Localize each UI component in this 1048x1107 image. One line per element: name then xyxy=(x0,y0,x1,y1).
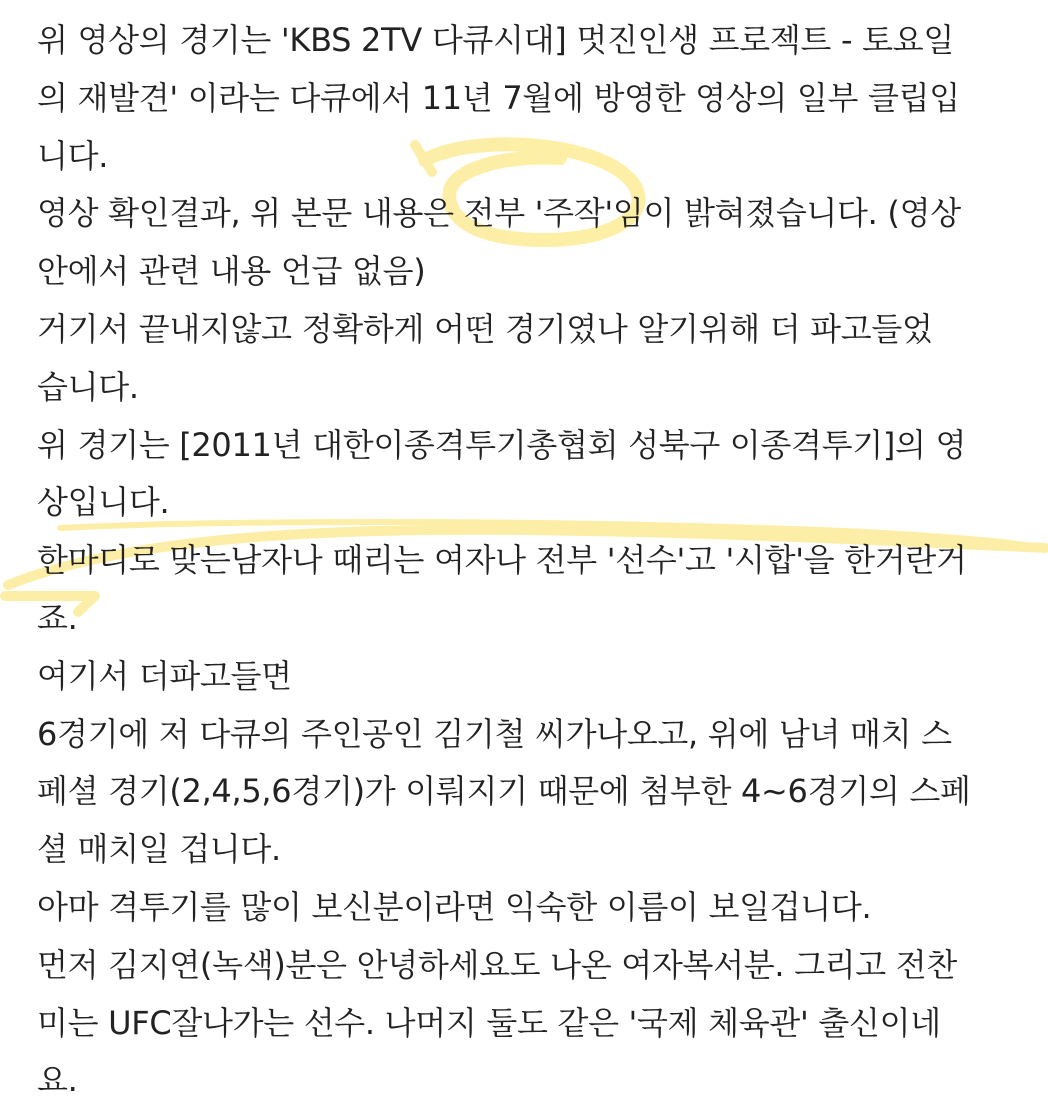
body-line: 의 재발견' 이라는 다큐에서 11년 7월에 방영한 영상의 일부 클립입 xyxy=(37,78,960,117)
body-line: 먼저 김지연(녹색)분은 안녕하세요도 나온 여자복서분. 그리고 전찬 xyxy=(37,945,957,984)
body-line: 위 영상의 경기는 'KBS 2TV 다큐시대] 멋진인생 프로젝트 - 토요일 xyxy=(37,21,954,59)
body-line: 안에서 관련 내용 언급 없음) xyxy=(37,252,426,291)
body-line: 죠. xyxy=(37,598,78,637)
body-line: 영상 확인결과, 위 본문 내용은 전부 '주작'임이 밝혀졌습니다. (영상 xyxy=(37,194,961,233)
body-line: 페셜 경기(2,4,5,6경기)가 이뤄지기 때문에 첨부한 4~6경기의 스페 xyxy=(37,772,971,811)
body-line: 미는 UFC잘나가는 선수. 나머지 둘도 같은 '국제 체육관' 출신이네 xyxy=(37,1003,941,1042)
body-line: 위 경기는 [2011년 대한이종격투기총협회 성북구 이종격투기]의 영 xyxy=(37,425,967,464)
body-line: 여기서 더파고들면 xyxy=(37,656,292,695)
body-line: 셜 매치일 겁니다. xyxy=(37,830,281,869)
body-line: 아마 격투기를 많이 보신분이라면 익숙한 이름이 보일겁니다. xyxy=(37,887,872,926)
body-line: 거기서 끝내지않고 정확하게 어떤 경기였나 알기위해 더 파고들었 xyxy=(37,309,933,348)
body-line: 상입니다. xyxy=(37,483,170,522)
body-line: 습니다. xyxy=(37,367,139,406)
body-line: 니다. xyxy=(37,136,109,175)
body-line: 요. xyxy=(37,1061,78,1100)
body-line: 6경기에 저 다큐의 주인공인 김기철 씨가나오고, 위에 남녀 매치 스 xyxy=(37,714,952,753)
body-line-highlighted: 한마디로 맞는남자나 때리는 여자나 전부 '선수'고 '시합'을 한거란거 xyxy=(37,541,967,580)
post-body xyxy=(37,12,1017,1107)
